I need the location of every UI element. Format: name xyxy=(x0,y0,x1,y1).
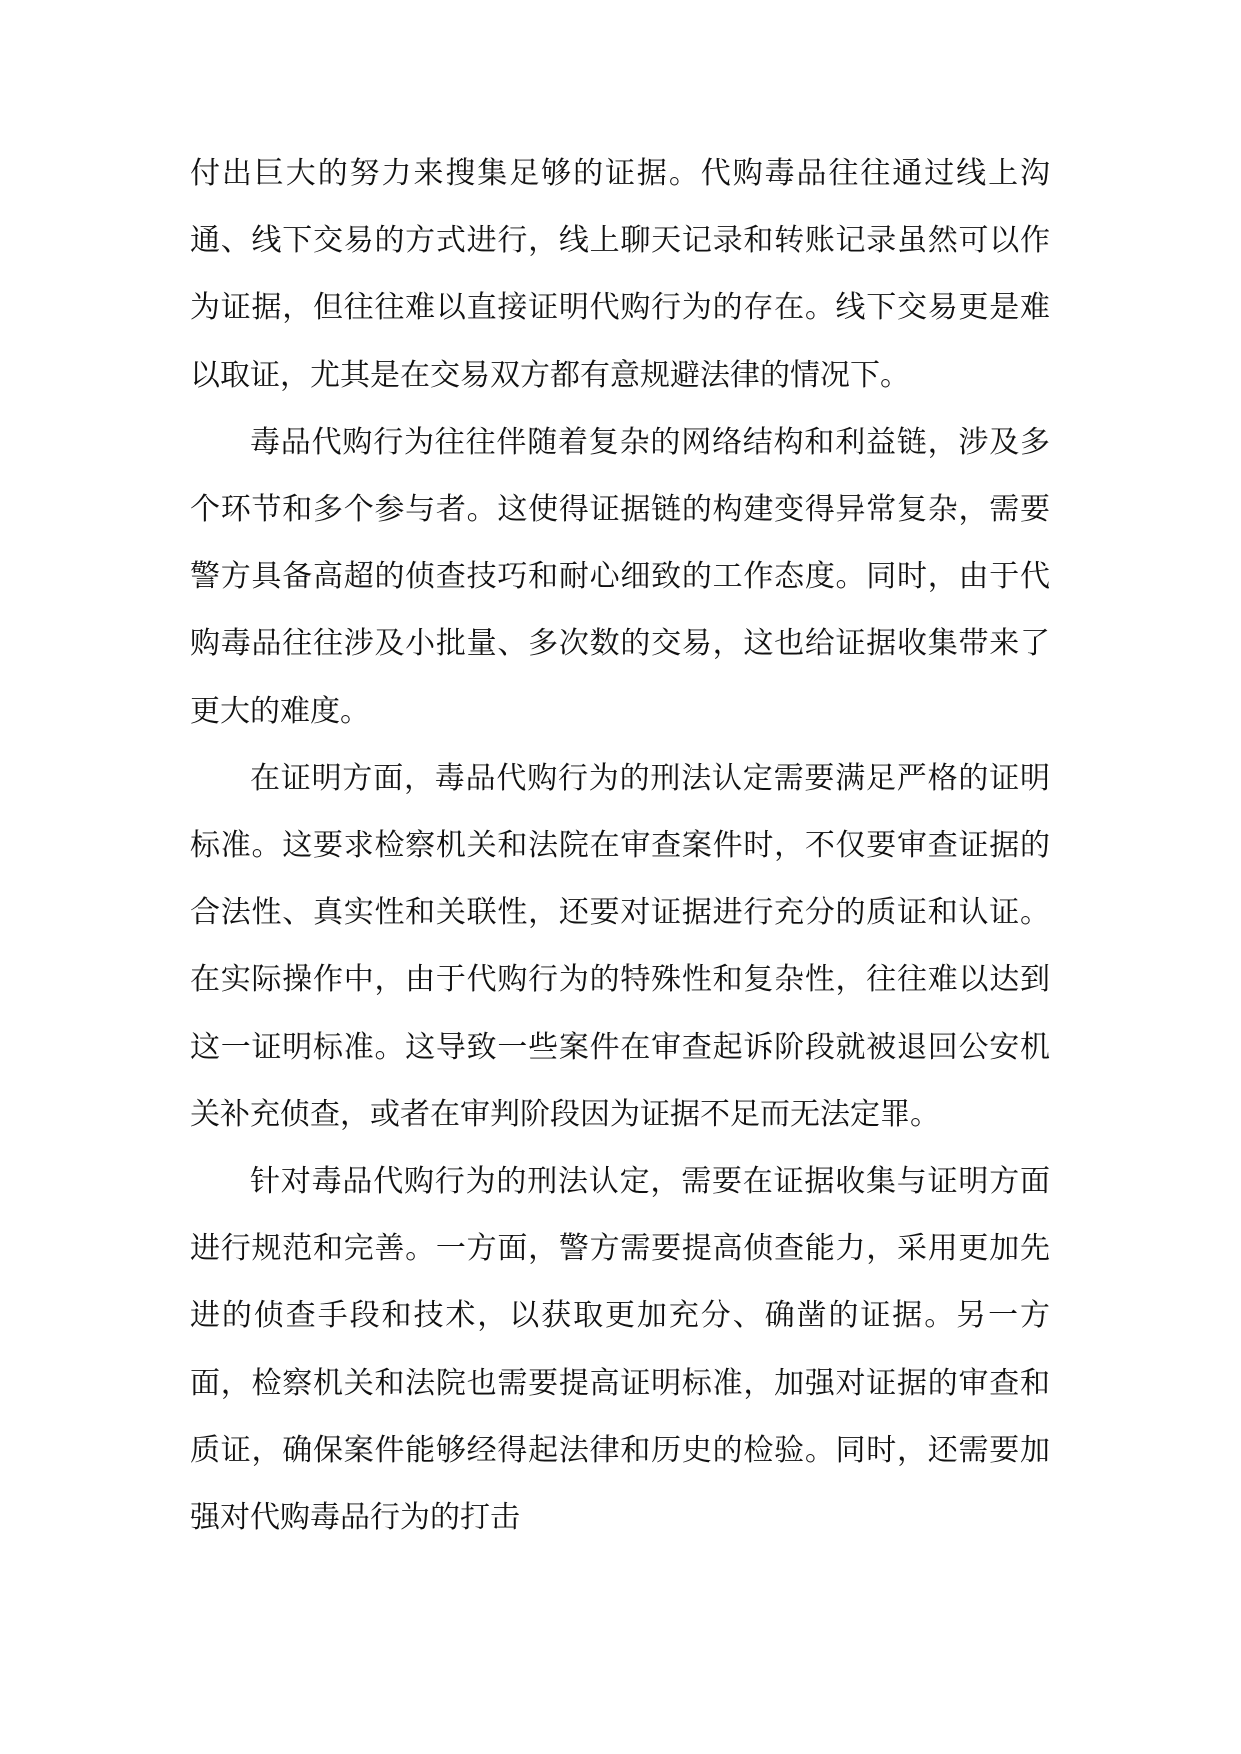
paragraph: 针对毒品代购行为的刑法认定，需要在证据收集与证明方面进行规范和完善。一方面，警方需要提高侦查能力，采用更加先进的侦查手段和技术，以获取更加充分、确凿的证据。另一方面，检察机关和法院也需要提高证明标准，加强对证据的审查和质证，确保案件能够经得起法律和历史的检验。同时，还需要加强对代购毒品行为的打击 xyxy=(190,1164,1050,1536)
body-text xyxy=(190,140,1050,1551)
paragraph: 在证明方面，毒品代购行为的刑法认定需要满足严格的证明标准。这要求检察机关和法院在审查案件时，不仅要审查证据的合法性、真实性和关联性，还要对证据进行充分的质证和认证。在实际操作中，由于代购行为的特殊性和复杂性，往往难以达到这一证明标准。这导致一些案件在审查起诉阶段就被退回公安机关补充侦查，或者在审判阶段因为证据不足而无法定罪。 xyxy=(190,760,1050,1132)
paragraph: 毒品代购行为往往伴随着复杂的网络结构和利益链，涉及多个环节和多个参与者。这使得证据链的构建变得异常复杂，需要警方具备高超的侦查技巧和耐心细致的工作态度。同时，由于代购毒品往往涉及小批量、多次数的交易，这也给证据收集带来了更大的难度。 xyxy=(190,424,1050,729)
paragraph-continuation: 付出巨大的努力来搜集足够的证据。代购毒品往往通过线上沟通、线下交易的方式进行，线上聊天记录和转账记录虽然可以作为证据，但往往难以直接证明代购行为的存在。线下交易更是难以取证，尤其是在交易双方都有意规避法律的情况下。 xyxy=(190,156,1050,393)
